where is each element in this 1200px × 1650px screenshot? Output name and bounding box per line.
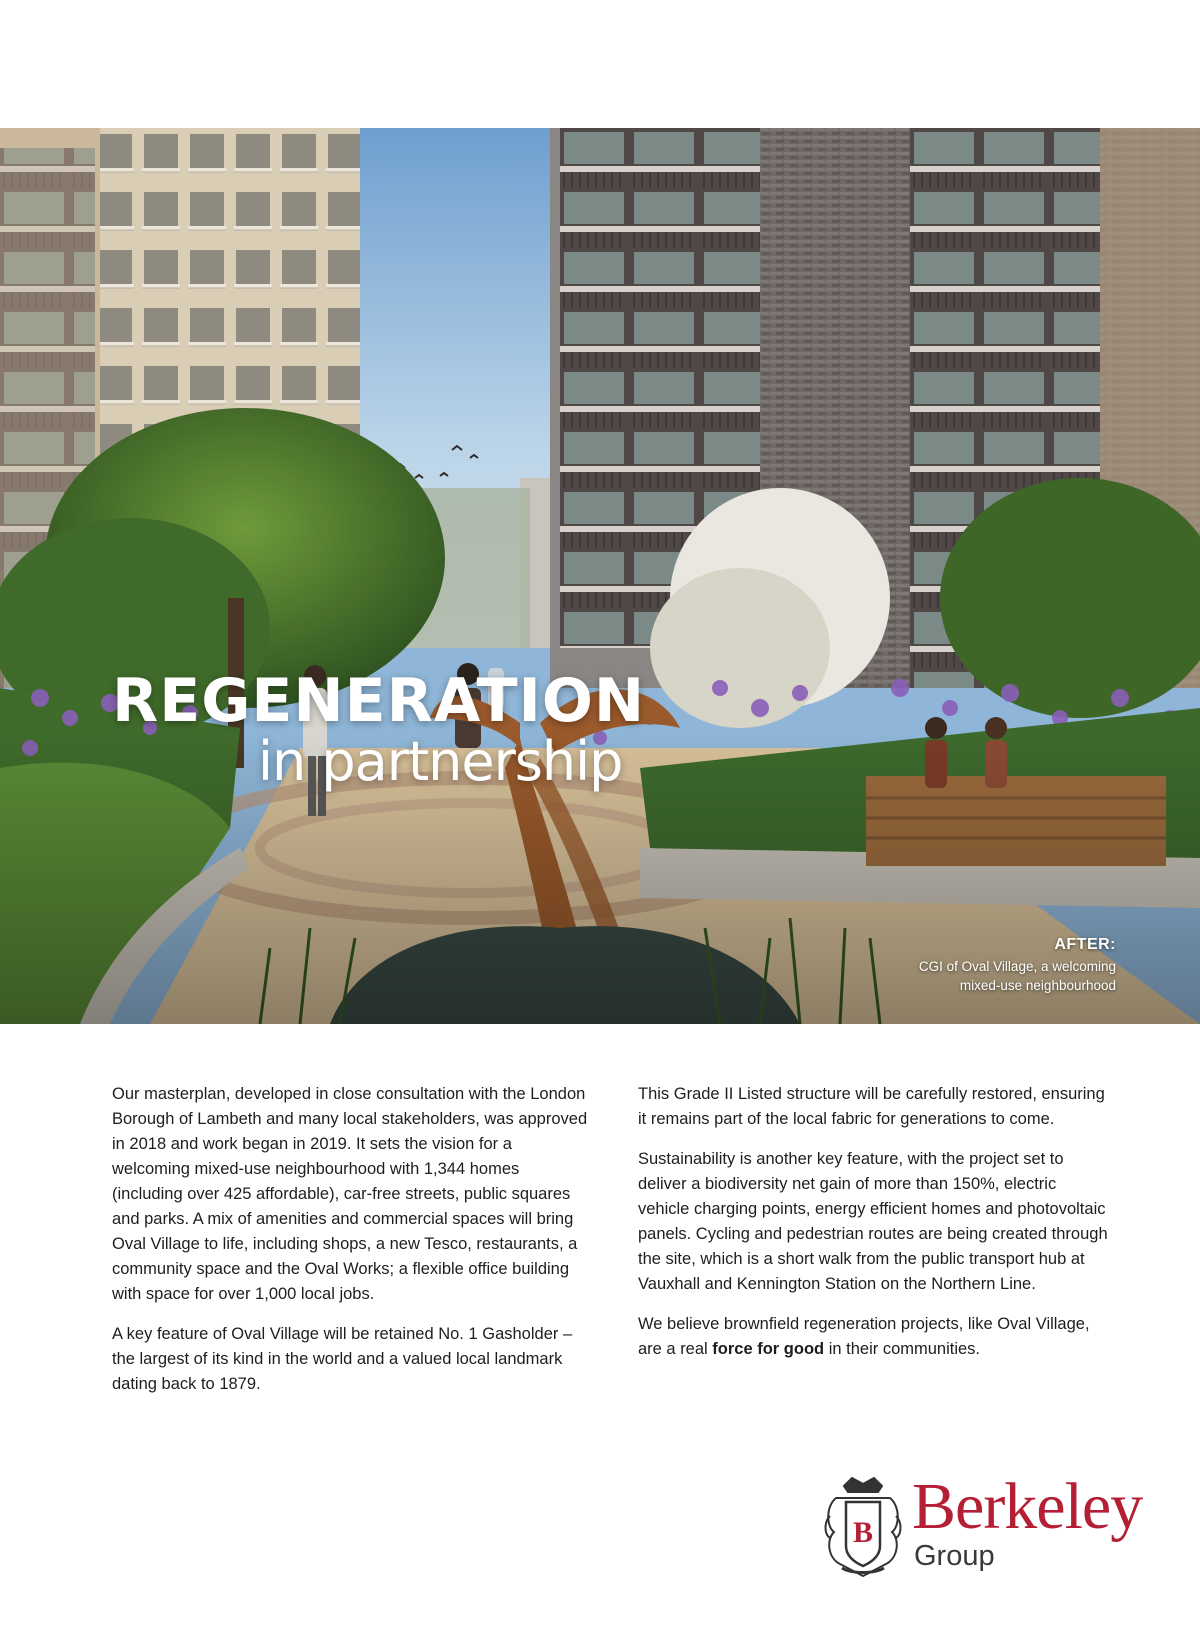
headline-main: REGENERATION — [112, 666, 646, 736]
hero-image — [0, 128, 1200, 1024]
headline — [112, 666, 646, 793]
caption-line-2: mixed-use neighbourhood — [959, 978, 1116, 993]
closing-text-end: in their communities. — [824, 1340, 981, 1358]
logo-name: Berkeley — [912, 1470, 1143, 1543]
right-column — [638, 1082, 1108, 1377]
logo-sub: Group — [914, 1540, 995, 1572]
headline-sub: in partnership — [258, 730, 623, 793]
left-paragraph-2: A key feature of Oval Village will be retained No. 1 Gasholder – the largest of its kind in the world and a valued local landmark dating back to 1879. — [112, 1325, 573, 1393]
berkeley-group-logo — [822, 1470, 1143, 1584]
right-paragraph-3 — [638, 1312, 1108, 1362]
left-paragraph-1: Our masterplan, developed in close consultation with the London Borough of Lambeth and many local stakeholders, was approved in 2018 and work began in 2019. It sets the vision for a welcoming mixed-use neighbourhood with 1,344 homes (including over 425 affordable), car-free streets, public squares and parks. A mix of amenities and commercial spaces will bring Oval Village to life, including shops, a new Tesco, restaurants, a community space and the Oval Works; a flexible office building with space for over 1,000 local jobs. — [112, 1085, 588, 1303]
crest-icon — [822, 1476, 904, 1580]
courtyard-illustration — [0, 128, 1200, 1024]
caption-label: AFTER: — [1054, 936, 1116, 953]
crest-letter: B — [852, 1516, 874, 1549]
right-paragraph-2: Sustainability is another key feature, with the project set to deliver a biodiversity net gain of more than 150%, electric vehicle charging points, energy efficient homes and photovoltaic panels. Cycling and pedestrian routes are being created through the site, which is a short walk from the public transport hub at Vauxhall and Kennington Station on the Northern Line. — [638, 1150, 1108, 1293]
closing-text-bold: force for good — [712, 1340, 825, 1358]
left-column — [112, 1082, 592, 1412]
right-paragraph-1: This Grade II Listed structure will be carefully restored, ensuring it remains part of the local fabric for generations to come. — [638, 1085, 1105, 1128]
closing-text-start: We believe brownfield regeneration projects, like Oval Village, are a real — [638, 1315, 1090, 1358]
caption-line-1: CGI of Oval Village, a welcoming — [918, 959, 1116, 974]
image-caption — [919, 936, 1116, 995]
